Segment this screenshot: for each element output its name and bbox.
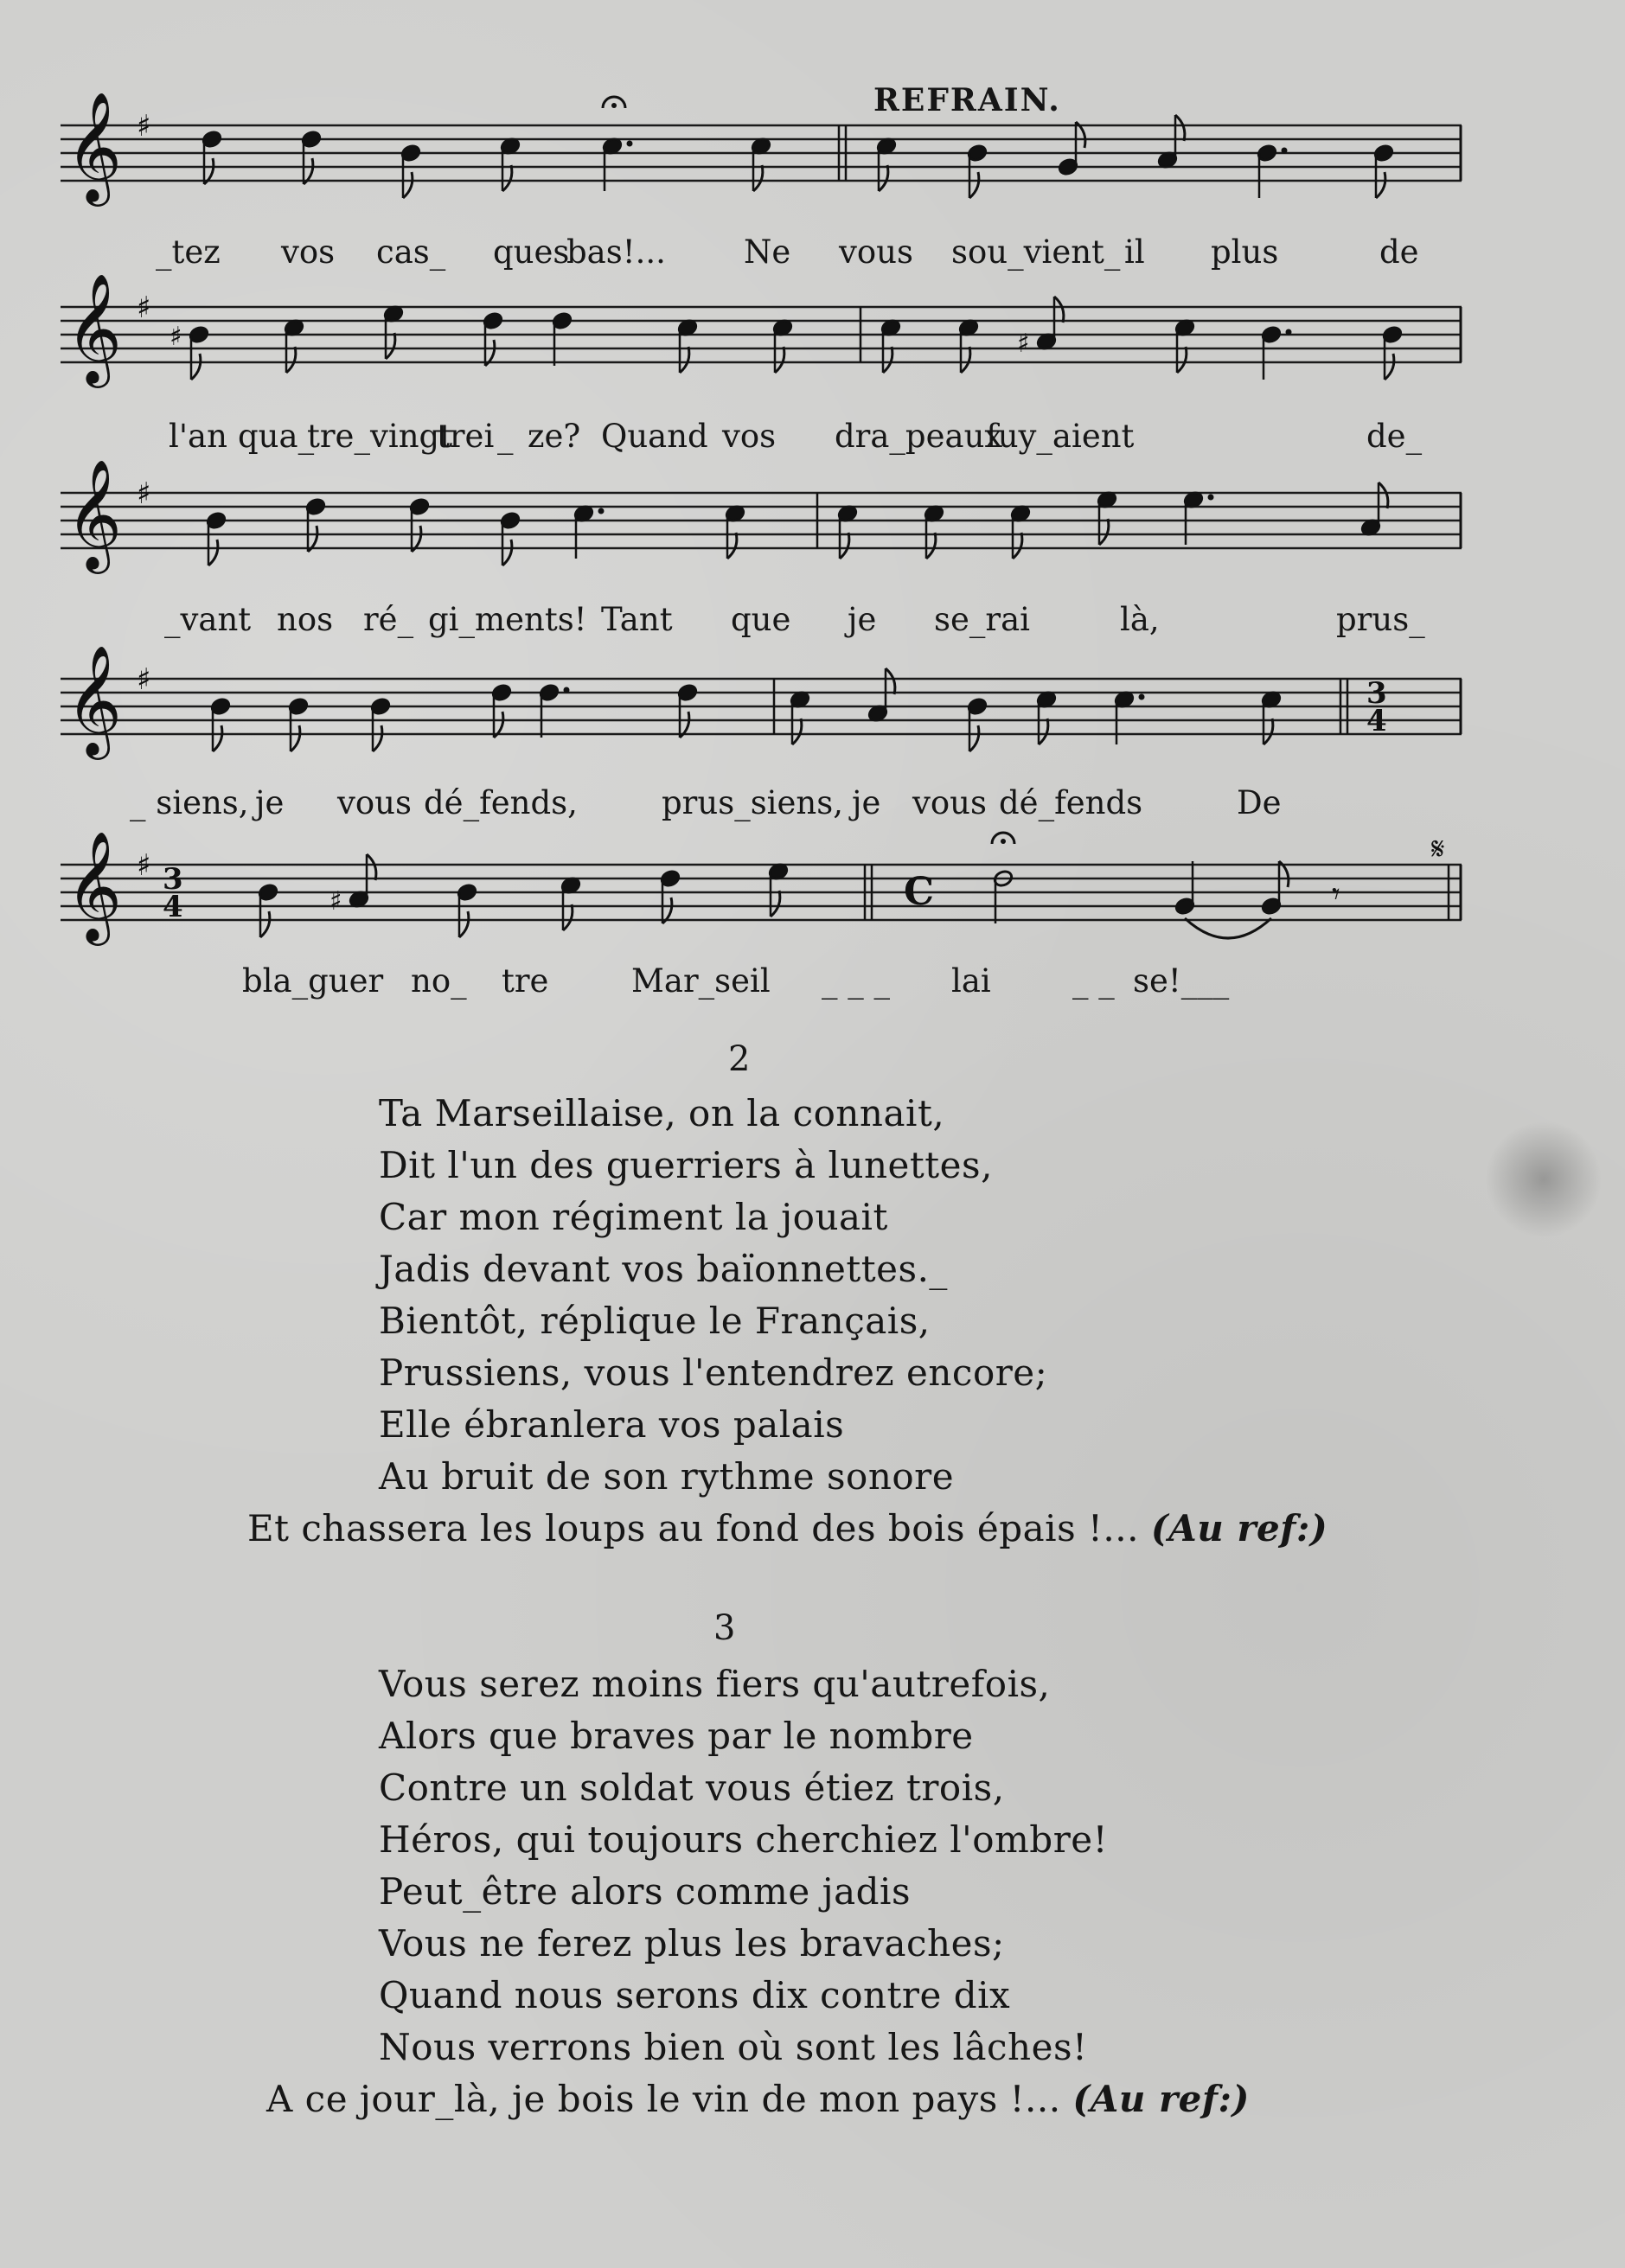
lyric-syllable: que [731, 601, 791, 638]
note-dot [1282, 148, 1288, 154]
lyric-syllable: bas!... [566, 233, 666, 271]
verse-line: Au bruit de son rythme sonore [379, 1455, 955, 1498]
verse-line: Elle ébranlera vos palais [379, 1403, 845, 1446]
note-flag [680, 347, 689, 373]
verse-line: Dit l'un des guerriers à lunettes, [379, 1144, 993, 1186]
note-flag [883, 347, 892, 373]
verse-text: Et chassera les loups au fond des bois épais !... [247, 1507, 1139, 1549]
note-flag [1264, 719, 1273, 744]
lyric-syllable: _vant [164, 601, 252, 638]
note-flag [926, 533, 936, 559]
lyric-syllable: il [1124, 233, 1145, 271]
lyric-syllable: dra_peaux [835, 418, 1003, 455]
note-flag [373, 725, 382, 751]
common-time-signature: C [904, 870, 935, 914]
key-signature-sharp: ♯ [137, 109, 151, 144]
accidental-sharp: ♯ [1017, 329, 1030, 359]
key-signature-sharp: ♯ [137, 476, 151, 511]
lyric-syllable: cas_ [376, 233, 446, 271]
lyric-syllable: ze? [528, 418, 581, 455]
note-dot [1208, 495, 1214, 501]
lyric-syllable: de [1379, 233, 1419, 271]
lyric-syllable: ques [493, 233, 570, 271]
verse-line: Jadis devant vos baïonnettes._ [379, 1248, 948, 1290]
note-flag [1175, 115, 1185, 141]
lyric-syllable: _ [497, 418, 514, 455]
verse-line: Peut_être alors comme jadis [379, 1870, 912, 1913]
time-signature-numerator: 3 [1366, 676, 1387, 711]
lyric-syllable: vous [337, 784, 412, 821]
key-signature-sharp: ♯ [137, 291, 151, 325]
key-signature-sharp: ♯ [137, 848, 151, 883]
lyric-syllable: plus [1211, 233, 1279, 271]
lyric-syllable: ré_ [363, 601, 414, 638]
fermata-dot [1001, 839, 1006, 844]
lyric-syllable: se_rai [934, 601, 1030, 638]
music-staff-1 [61, 91, 1462, 220]
note-flag [291, 725, 300, 751]
lyric-syllable: là, [1120, 601, 1160, 638]
time-signature-denominator: 4 [163, 890, 183, 924]
note-flag [367, 854, 376, 880]
staff-lyrics-3 [61, 601, 1462, 644]
lyric-syllable: nos [277, 601, 334, 638]
lyric-syllable: de_ [1366, 418, 1423, 455]
lyric-syllable: Quand [601, 418, 708, 455]
verse-line: Prussiens, vous l'entendrez encore; [379, 1351, 1048, 1394]
slur [1185, 918, 1271, 938]
lyric-syllable: _ _ _ [822, 962, 891, 1000]
lyric-syllable: _ siens, [130, 784, 249, 821]
note-flag [969, 725, 979, 751]
lyric-syllable: Ne [744, 233, 791, 271]
lyric-syllable: Tant [601, 601, 673, 638]
note-flag [1013, 533, 1022, 559]
note-flag [969, 172, 979, 198]
lyric-syllable: qua_ [238, 418, 315, 455]
accidental-sharp: ♯ [329, 886, 342, 917]
verse-line: Contre un soldat vous étiez trois, [379, 1766, 1005, 1809]
treble-clef: 𝄞 [66, 644, 123, 755]
treble-clef: 𝄞 [66, 91, 123, 201]
staff-lyrics-2 [61, 418, 1462, 461]
note-flag [840, 533, 849, 559]
lyric-syllable: sou_vient_ [951, 233, 1121, 271]
verse-line: Nous verrons bien où sont les lâches! [379, 2026, 1088, 2068]
note-flag [1385, 354, 1394, 380]
note-flag [260, 911, 270, 937]
note-flag [1054, 297, 1064, 323]
verse-line: Alors que braves par le nombre [379, 1715, 974, 1757]
staff-lyrics-4 [61, 784, 1462, 827]
note-flag [792, 719, 802, 744]
note-flag [213, 725, 222, 751]
lyric-syllable: prus_ [1336, 601, 1425, 638]
verse-text: A ce jour_là, je bois le vin de mon pays !... [266, 2078, 1061, 2120]
accidental-sharp: ♯ [170, 322, 182, 352]
lyric-syllable: tre [502, 962, 549, 1000]
lyric-syllable: je [848, 601, 877, 638]
verse-line: Car mon régiment la jouait [379, 1196, 888, 1238]
music-staff-5 [61, 830, 1462, 960]
lyric-syllable: _tez [156, 233, 221, 271]
lyric-syllable: lai [951, 962, 991, 1000]
verse-line: Héros, qui toujours cherchiez l'ombre! [379, 1818, 1109, 1861]
lyric-syllable: trei [437, 418, 495, 455]
note-flag [459, 911, 469, 937]
note-flag [286, 347, 296, 373]
note-flag [1379, 482, 1388, 508]
lyric-syllable: no_ [411, 962, 467, 1000]
verse-line: Quand nous serons dix contre dix [379, 1974, 1011, 2016]
note-flag [502, 540, 512, 565]
note-flag [563, 904, 573, 930]
refrain-heading: REFRAIN. [873, 82, 1061, 118]
music-staff-4 [61, 644, 1462, 774]
fermata-dot [611, 103, 617, 108]
refrain-reference: (Au ref:) [1072, 2078, 1250, 2120]
lyric-syllable: bla_guer [242, 962, 384, 1000]
note-flag [386, 333, 395, 359]
note-dot [627, 141, 633, 147]
stanza-2-number: 2 [728, 1039, 751, 1079]
lyric-syllable: De [1237, 784, 1282, 821]
lyric-syllable: l'an [169, 418, 227, 455]
verse-line-final [247, 1503, 1328, 1555]
verse-line: Bientôt, réplique le Français, [379, 1300, 931, 1342]
note-flag [727, 533, 737, 559]
stanza-2 [247, 1088, 1328, 1555]
note-flag [771, 891, 780, 917]
lyric-syllable: vous [839, 233, 913, 271]
eighth-rest: 𝄾 [1332, 877, 1340, 912]
note-dot [598, 508, 605, 514]
music-staff-2 [61, 272, 1462, 402]
refrain-reference: (Au ref:) [1150, 1507, 1328, 1549]
lyric-syllable: prus_siens, [662, 784, 843, 821]
note-flag [879, 165, 888, 191]
staff-lyrics-1 [61, 233, 1462, 277]
note-dot [1286, 329, 1292, 335]
note-flag [502, 165, 512, 191]
note-flag [1039, 719, 1048, 744]
treble-clef: 𝄞 [66, 830, 123, 941]
verse-line: Vous serez moins fiers qu'autrefois, [379, 1663, 1051, 1705]
lyric-syllable: tre_vingt [307, 418, 453, 455]
staff-lyrics-5 [61, 962, 1462, 1006]
verse-line: Ta Marseillaise, on la connait, [379, 1092, 945, 1134]
lyric-syllable: vos [281, 233, 336, 271]
note-flag [1376, 172, 1385, 198]
note-flag [191, 354, 201, 380]
note-flag [775, 347, 784, 373]
key-signature-sharp: ♯ [137, 662, 151, 697]
time-signature-numerator: 3 [163, 862, 183, 897]
lyric-syllable: je [852, 784, 881, 821]
note-flag [208, 540, 218, 565]
lyric-syllable: Mar_seil [631, 962, 771, 1000]
lyric-syllable: _ _ [1072, 962, 1115, 1000]
lyric-syllable: vous [912, 784, 987, 821]
lyric-syllable: dé_fends [999, 784, 1143, 821]
verse-line: Vous ne ferez plus les bravaches; [379, 1922, 1005, 1965]
lyric-syllable: vos [722, 418, 777, 455]
segno-sign: 𝄋 [1431, 832, 1445, 867]
note-flag [753, 165, 763, 191]
lyric-syllable: gi_ments! [428, 601, 587, 638]
note-flag [961, 347, 970, 373]
note-flag [403, 172, 413, 198]
note-dot [1139, 694, 1145, 700]
treble-clef: 𝄞 [66, 458, 123, 569]
stanza-3 [266, 1658, 1250, 2125]
music-staff-3 [61, 458, 1462, 588]
lyric-syllable: dé_fends, [424, 784, 578, 821]
stanza-3-number: 3 [713, 1608, 736, 1648]
verse-line-final [266, 2073, 1250, 2125]
treble-clef: 𝄞 [66, 272, 123, 383]
lyric-syllable: fuy_aient [986, 418, 1135, 455]
note-flag [886, 668, 895, 694]
note-flag [1177, 347, 1187, 373]
note-dot [564, 687, 570, 693]
lyric-syllable: se!___ [1133, 962, 1230, 1000]
time-signature-denominator: 4 [1366, 704, 1387, 738]
note-flag [1099, 519, 1109, 545]
lyric-syllable: je [255, 784, 285, 821]
